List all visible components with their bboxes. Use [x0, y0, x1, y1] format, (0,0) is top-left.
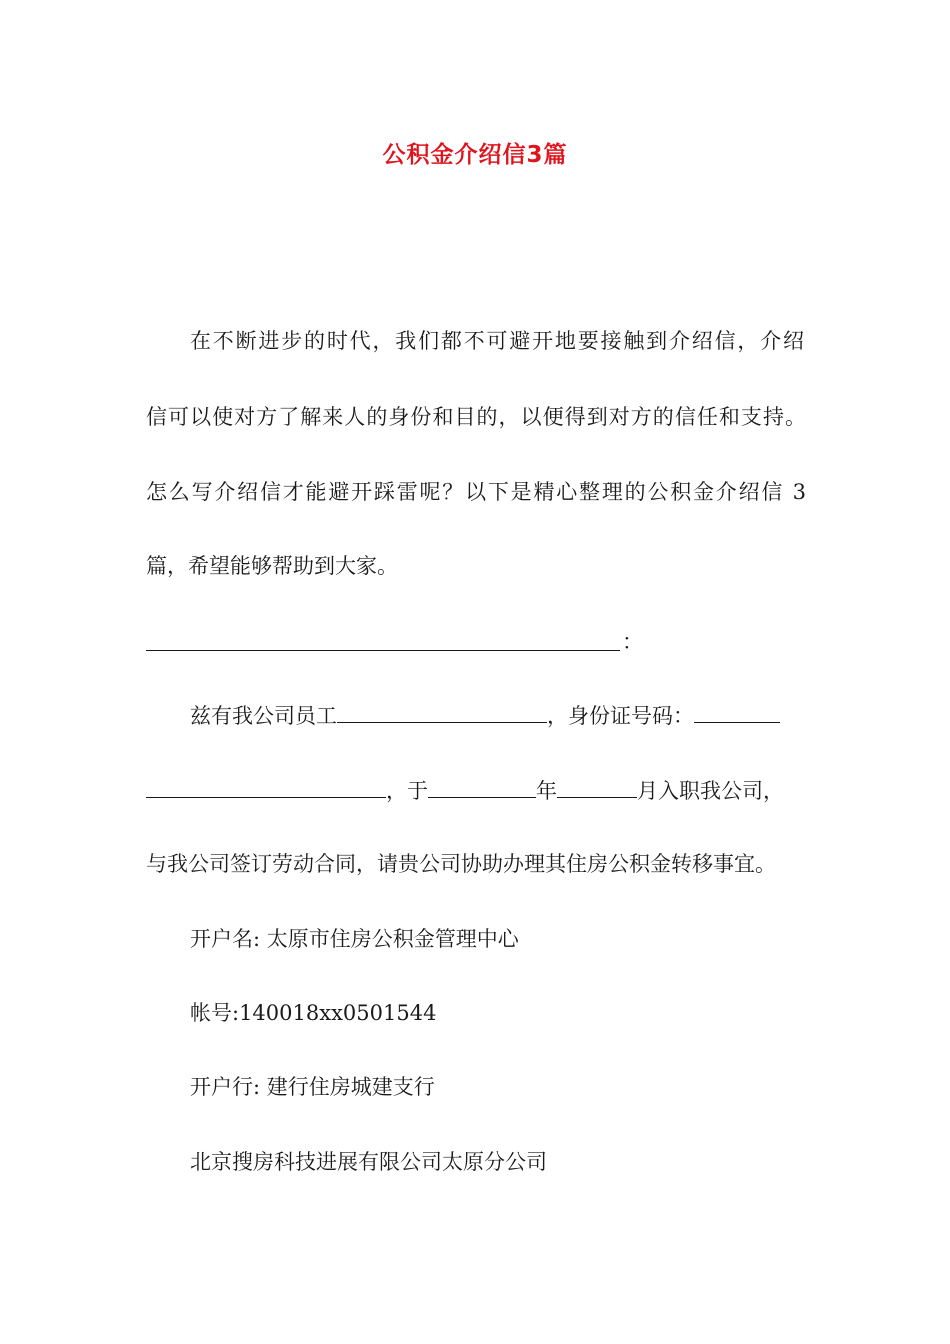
month-blank — [557, 777, 637, 798]
intro-line-4: 篇，希望能够帮助到大家。 — [146, 554, 398, 578]
bank-name: 开户行: 建行住房城建支行 — [190, 1075, 435, 1099]
letter-line-3: 与我公司签订劳动合同，请贵公司协助办理其住房公积金转移事宜。 — [146, 852, 776, 876]
year-blank — [428, 777, 536, 798]
company-name: 北京搜房科技进展有限公司太原分公司 — [190, 1150, 547, 1174]
year-label: 年 — [536, 779, 557, 803]
employee-label: 兹有我公司员工 — [190, 704, 337, 728]
employee-name-blank — [337, 702, 547, 723]
account-number: 帐号:140018xx0501544 — [190, 1001, 437, 1025]
letter-line-1 — [190, 701, 780, 731]
intro-line-1: 在不断进步的时代，我们都不可避开地要接触到介绍信，介绍 — [190, 329, 804, 353]
account-name: 开户名: 太原市住房公积金管理中心 — [190, 927, 519, 951]
join-date-label: ，于 — [386, 779, 428, 803]
intro-line-3: 怎么写介绍信才能避开踩雷呢？以下是精心整理的公积金介绍信 3 — [146, 480, 806, 504]
month-label: 月入职我公司， — [637, 779, 784, 803]
id-number-blank-start — [694, 702, 780, 723]
recipient-blank — [146, 650, 620, 651]
id-number-blank-end — [146, 777, 386, 798]
letter-line-2 — [146, 776, 784, 806]
recipient-colon: ： — [622, 630, 643, 654]
intro-line-2: 信可以使对方了解来人的身份和目的，以便得到对方的信任和支持。 — [146, 405, 806, 429]
id-number-label: ，身份证号码： — [547, 704, 694, 728]
page-title: 公积金介绍信3篇 — [382, 142, 568, 168]
